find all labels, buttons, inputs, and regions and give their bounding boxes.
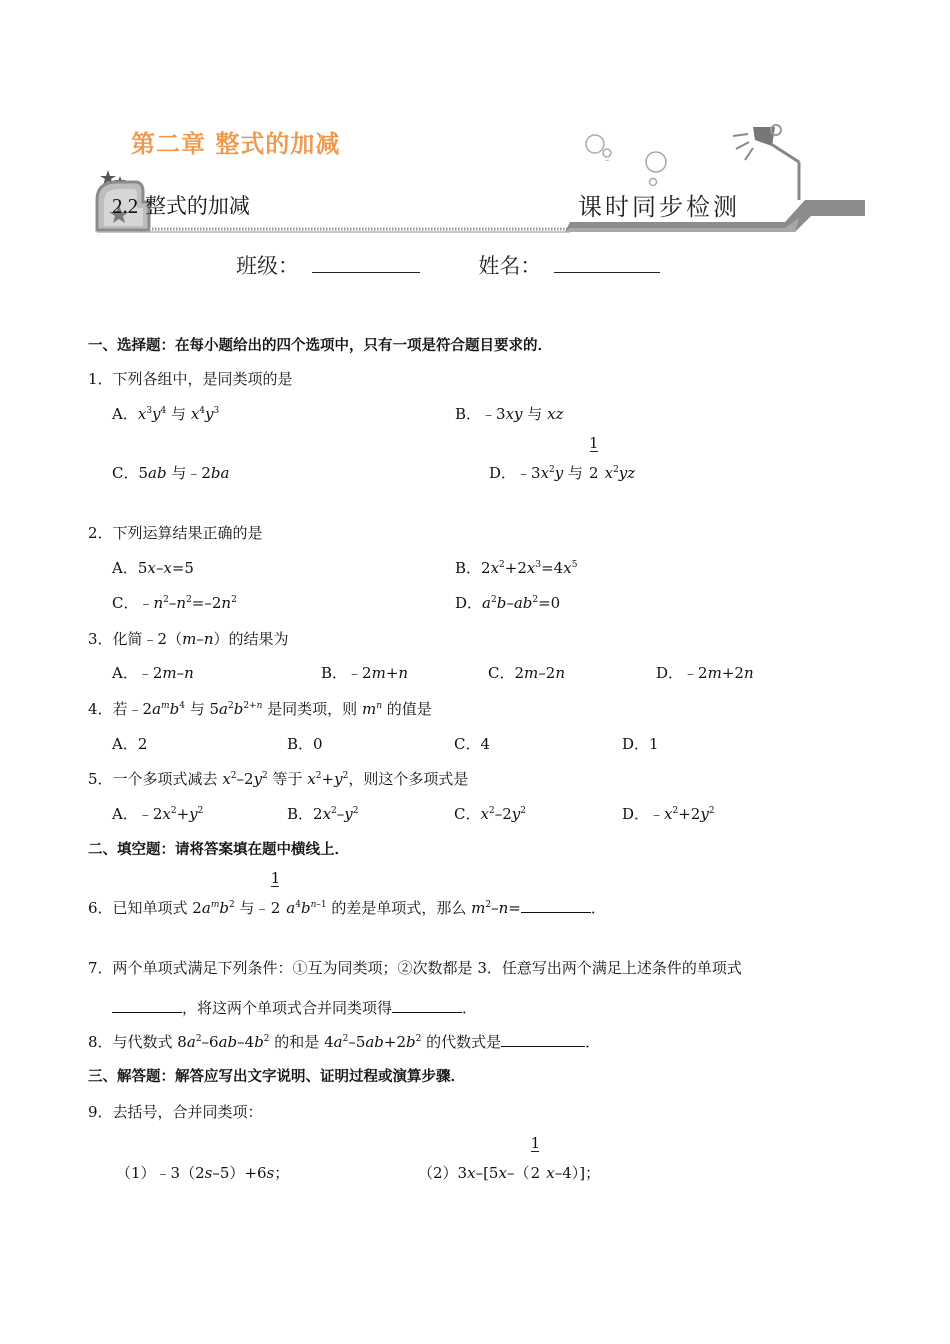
- question-2-option-d: D．$a^2b-ab^2=0$: [455, 594, 561, 612]
- question-1-stem: 1．下列各组中，是同类项的是: [88, 370, 293, 388]
- question-1-option-d: D．$﹣3x^2y$ 与 1 2 $x^2yz$: [489, 434, 636, 482]
- question-6-stem: 6．已知单项式 $2a^mb^2$ 与﹣ 1 2 $a^4b^{n-1}$ 的差是单项式，那么 $m^2-n=$ ．: [88, 869, 606, 917]
- section-heading-solve: 三、解答题：解答应写出文字说明、证明过程或演算步骤．: [88, 1069, 465, 1085]
- fraction-one-half: 1 2: [270, 869, 281, 917]
- question-7-line-1: 7．两个单项式满足下列条件：①互为同类项；②次数都是 3．任意写出两个满足上述条件的单项式: [88, 959, 742, 977]
- section-number: 2.2: [112, 194, 139, 218]
- banner-label: 课时同步检测: [578, 193, 740, 221]
- question-1-option-b: B．﹣3xy 与 xz: [455, 405, 564, 423]
- question-3-option-a: A．﹣2m–n: [112, 664, 194, 682]
- student-info-fields: [236, 250, 660, 280]
- question-3-option-b: B．﹣2m+n: [321, 664, 409, 682]
- question-3-option-d: D．﹣2m+2n: [656, 664, 754, 682]
- fraction-one-half: 1 2: [530, 1134, 541, 1182]
- question-2-stem: 2．下列运算结果正确的是: [88, 524, 263, 542]
- question-4-option-a: A．2: [112, 735, 148, 753]
- answer-blank-7a[interactable]: [112, 998, 182, 1013]
- question-4-option-d: D．1: [622, 735, 659, 753]
- question-5-option-a: A．$﹣2x^2+y^2$: [112, 805, 204, 823]
- question-5-stem: 5．一个多项式减去 $x^2-2y^2$ 等于 $x^2+y^2$，则这个多项式是: [88, 770, 469, 788]
- question-5-option-b: B．$2x^2-y^2$: [287, 805, 359, 823]
- section-heading-choice: 一、选择题：在每小题给出的四个选项中，只有一项是符合题目要求的．: [88, 338, 552, 354]
- question-2-option-a: A．5x–x=5: [112, 559, 194, 577]
- question-1-option-a: A．$x^3y^4$ 与 $x^4y^3$: [112, 405, 220, 423]
- class-input-line[interactable]: [312, 256, 420, 273]
- chapter-title: 第二章 整式的加减: [131, 130, 341, 158]
- question-1-option-c: C．5ab 与﹣2ba: [112, 464, 230, 482]
- section-title: 整式的加减: [144, 194, 250, 218]
- question-4-option-b: B．0: [287, 735, 323, 753]
- question-4-option-c: C．4: [454, 735, 491, 753]
- question-8-stem: 8．与代数式 $8a^2-6ab-4b^2$ 的和是 $4a^2-5ab+2b^2$ 的代数式是 ．: [88, 1033, 601, 1051]
- question-9-part-1: （1）﹣3（2s–5）+6s；: [116, 1164, 290, 1182]
- name-label: 姓名：: [478, 254, 542, 278]
- question-3-option-c: C．2m–2n: [488, 664, 565, 682]
- class-label: 班级：: [236, 254, 299, 278]
- question-7-line-2: ，将这两个单项式合并同类项得 ．: [112, 998, 477, 1018]
- question-2-option-b: B．$2x^2+2x^3=4x^5$: [455, 559, 578, 577]
- answer-blank-6[interactable]: [521, 898, 591, 913]
- name-input-line[interactable]: [554, 256, 660, 273]
- question-2-option-c: C．$﹣n^2-n^2=-2n^2$: [112, 594, 237, 612]
- fraction-one-half: 1 2: [589, 434, 599, 482]
- section-heading-fill: 二、填空题：请将答案填在题中横线上．: [88, 842, 349, 858]
- question-4-stem: 4．若$﹣2a^mb^4$ 与 $5a^2b^{2+n}$ 是同类项，则 $m^n$ 的值是: [88, 700, 432, 718]
- answer-blank-7b[interactable]: [392, 998, 462, 1013]
- question-3-stem: 3．化简﹣2（m–n）的结果为: [88, 630, 289, 648]
- answer-blank-8[interactable]: [501, 1032, 585, 1047]
- question-5-option-c: C．$x^2-2y^2$: [454, 805, 526, 823]
- question-9-stem: 9．去括号，合并同类项：: [88, 1103, 263, 1121]
- question-9-part-2: （2）3x–[5x–（ 1 2 x–4）]；: [418, 1134, 601, 1182]
- lamp-icon: [565, 122, 865, 162]
- question-5-option-d: D．$﹣x^2+2y^2$: [622, 805, 715, 823]
- section-label: [112, 190, 250, 220]
